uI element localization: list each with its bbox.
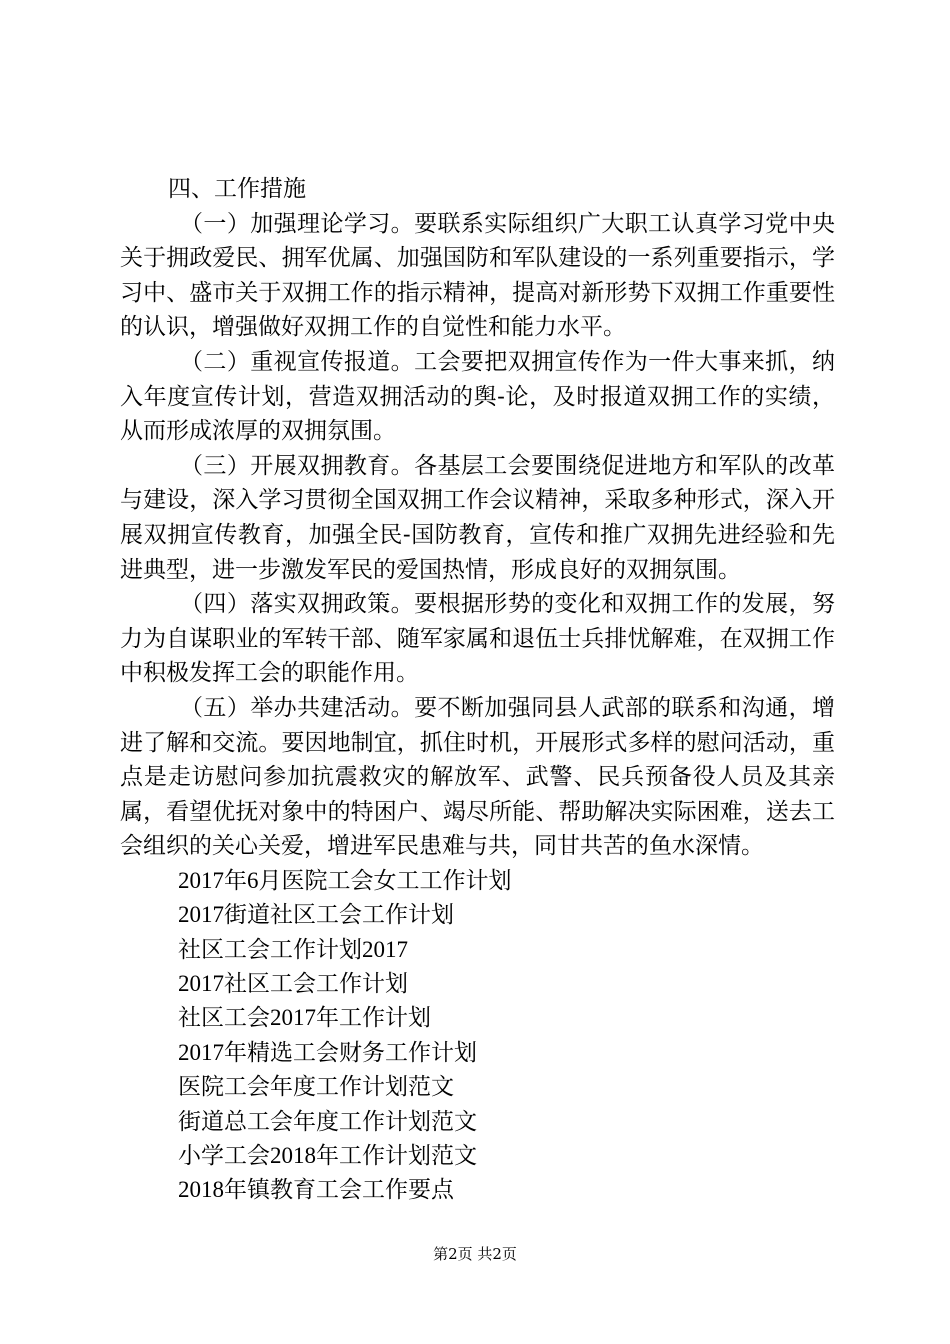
paragraph-policy: （四）落实双拥政策。要根据形势的变化和双拥工作的发展，努力为自谋职业的军转干部、随军家属和退伍士兵排忧解难，在双拥工作中积极发挥工会的职能作用。 bbox=[120, 591, 835, 687]
related-title-item[interactable]: 医院工会年度工作计划范文 bbox=[178, 1074, 454, 1100]
document-body bbox=[120, 172, 835, 1208]
section-heading: 四、工作措施 bbox=[168, 176, 306, 202]
paragraph-publicity: （二）重视宣传报道。工会要把双拥宣传作为一件大事来抓，纳入年度宣传计划，营造双拥活动的舆-论，及时报道双拥工作的实绩，从而形成浓厚的双拥氛围。 bbox=[120, 348, 835, 445]
paragraph-joint-activities: （五）举办共建活动。要不断加强同县人武部的联系和沟通，增进了解和交流。要因地制宜，抓住时机，开展形式多样的慰问活动，重点是走访慰问参加抗震救灾的解放军、武警、民兵预备役人员及其亲属，看望优抚对象中的特困户、竭尽所能、帮助解决实际困难，送去工会组织的关心关爱，增进军民患难与共，同甘共苦的鱼水深情。 bbox=[120, 694, 835, 860]
related-titles-list bbox=[120, 864, 835, 1208]
related-title-item[interactable]: 2018年镇教育工会工作要点 bbox=[178, 1177, 454, 1203]
related-title-item[interactable]: 2017社区工会工作计划 bbox=[178, 971, 408, 997]
paragraph-theory-study: （一）加强理论学习。要联系实际组织广大职工认真学习党中央关于拥政爱民、拥军优属、加强国防和军队建设的一系列重要指示，学习中、盛市关于双拥工作的指示精神，提高对新形势下双拥工作重要性的认识，增强做好双拥工作的自觉性和能力水平。 bbox=[120, 210, 835, 341]
page-number-footer: 第2页 共2页 bbox=[433, 1245, 517, 1263]
related-title-item[interactable]: 2017年精选工会财务工作计划 bbox=[178, 1039, 477, 1065]
paragraph-education: （三）开展双拥教育。各基层工会要围绕促进地方和军队的改革与建设，深入学习贯彻全国双拥工作会议精神，采取多种形式，深入开展双拥宣传教育，加强全民-国防教育，宣传和推广双拥先进经验和先进典型，进一步激发军民的爱国热情，形成良好的双拥氛围。 bbox=[120, 452, 835, 583]
related-title-item[interactable]: 社区工会2017年工作计划 bbox=[178, 1005, 431, 1031]
related-title-item[interactable]: 2017年6月医院工会女工工作计划 bbox=[178, 867, 512, 893]
related-title-item[interactable]: 2017街道社区工会工作计划 bbox=[178, 902, 454, 928]
related-title-item[interactable]: 社区工会工作计划2017 bbox=[178, 936, 408, 962]
related-title-item[interactable]: 街道总工会年度工作计划范文 bbox=[178, 1108, 477, 1134]
related-title-item[interactable]: 小学工会2018年工作计划范文 bbox=[178, 1143, 477, 1168]
